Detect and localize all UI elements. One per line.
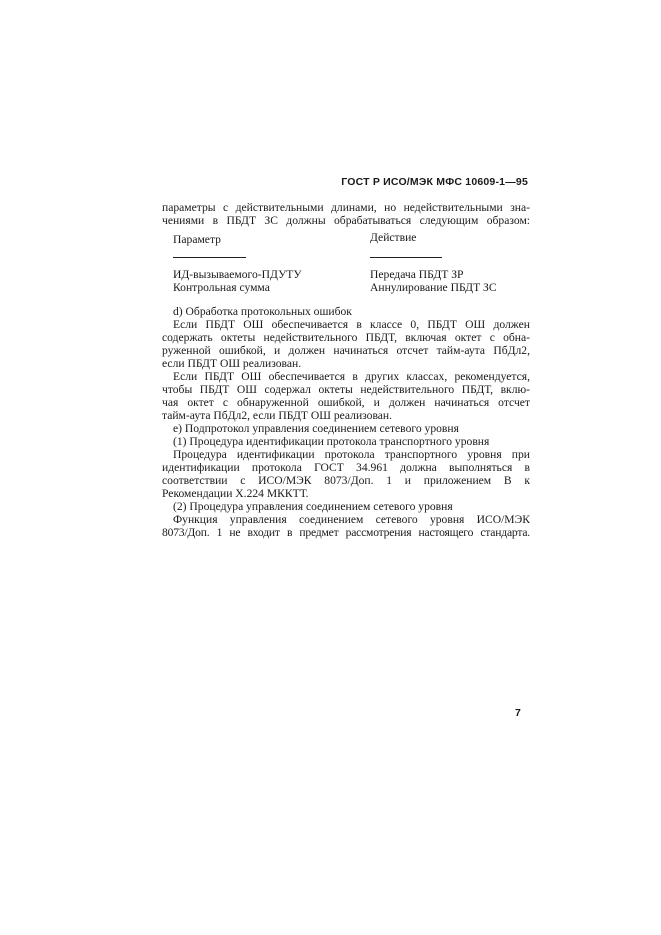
body-line: Если ПБДТ ОШ обеспечивается в других классах, рекомендуется, (173, 370, 530, 383)
table-cell: Контрольная сумма (173, 281, 270, 294)
body-line: 8073/Доп. 1 не входит в предмет рассмотрения настоящего стандарта. (162, 526, 530, 539)
body-line: идентификации протокола ГОСТ 34.961 должна выполняться в (162, 461, 530, 474)
intro-line: чениями в ПБДТ ЗС должны обрабатываться следующим образом: (162, 214, 530, 227)
subsection-heading: (1) Процедура идентификации протокола транспортного уровня (173, 435, 490, 448)
body-line: содержать октеты недействительного ПБДТ, включая октет с обна- (162, 331, 530, 344)
table-cell: ИД-вызываемого-ПДУТУ (173, 268, 302, 281)
body-line: Рекомендации X.224 МККТТ. (162, 487, 309, 500)
subsection-heading: (2) Процедура управления соединением сетевого уровня (173, 500, 453, 513)
body-line: если ПБДТ ОШ реализован. (162, 357, 302, 370)
section-heading: e) Подпротокол управления соединением сетевого уровня (173, 422, 459, 435)
body-line: Функция управления соединением сетевого уровня ИСО/МЭК (173, 513, 530, 526)
table-cell: Аннулирование ПБДТ ЗС (370, 281, 497, 294)
body-line: Если ПБДТ ОШ обеспечивается в классе 0, ПБДТ ОШ должен (173, 318, 530, 331)
body-line: тайм-аута ПбДл2, если ПБДТ ОШ реализован. (162, 409, 393, 422)
page-number: 7 (515, 707, 521, 719)
section-heading: d) Обработка протокольных ошибок (173, 305, 352, 318)
table-header-parameter: Параметр (173, 233, 221, 246)
body-line: чая октет с обнаруженной ошибкой, и должен начинаться отсчет (162, 396, 530, 409)
body-line: соответствии с ИСО/МЭК 8073/Доп. 1 и приложением В к (162, 474, 530, 487)
body-line: руженной ошибкой, и должен начинаться отсчет тайм-аута ПбДл2, (162, 344, 530, 357)
body-line: Процедура идентификации протокола транспортного уровня при (173, 448, 530, 461)
running-header: ГОСТ Р ИСО/МЭК МФС 10609-1—95 (341, 176, 528, 188)
intro-line: параметры с действительными длинами, но недействительными зна- (162, 201, 530, 214)
table-header-action: Действие (370, 231, 417, 244)
body-line: чтобы ПБДТ ОШ содержал октеты недействительного ПБДТ, вклю- (162, 383, 530, 396)
header-underline (173, 257, 246, 258)
header-underline (370, 257, 442, 258)
table-cell: Передача ПБДТ ЗР (370, 268, 464, 281)
